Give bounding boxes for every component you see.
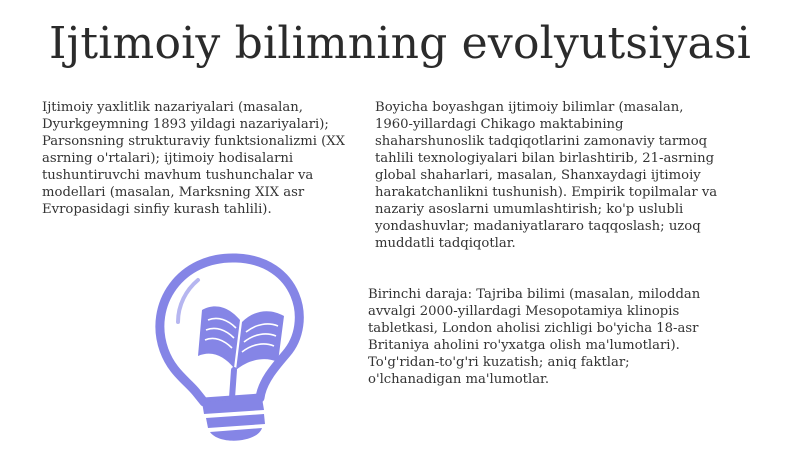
theory-paragraph: Ijtimoiy yaxlitlik nazariyalari (masalan, Dyurkgeymning 1893 yildagi nazariyalari); Parsonsning strukturaviy funktsionalizmi (XX asrning o'rtalari); ijtimoiy hodisalarni tushuntiruvchi mavhum tushunchalar va modellari (masalan, Marksning XIX asr Evropasidagi sinfiy kurash tahlili). (42, 100, 346, 217)
first-level-paragraph: Birinchi daraja: Tajriba bilimi (masalan, miloddan avvalgi 2000-yillardagi Mesopotamiya klinopis tabletkasi, London aholisi zichligi bo'yicha 18-asr Britaniya aholini ro'yxatga olish ma'lumotlari). To'g'ridan-to'g'ri kuzatish; aniq faktlar; o'lchanadigan ma'lumotlar. (368, 287, 701, 387)
slide-title: Ijtimoiy bilimning evolyutsiyasi (48, 18, 752, 69)
integrated-knowledge-paragraph: Boyicha boyashgan ijtimoiy bilimlar (masalan, 1960-yillardagi Chikago maktabining shaharshunoslik tadqiqotlarini zamonaviy tarmoq tahlili texnologiyalari bilan birlashtirib, 21-asrning global shaharlari, masalan, Shanxaydagi ijtimoiy harakatchanlikni tushunish). Empirik topilmalar va nazariy asoslarni umumlashtirish; ko'p uslubli yondashuvlar; madaniyatlararo taqqoslash; uzoq muddatli tadqiqotlar. (375, 100, 718, 251)
lightbulb-with-book-icon (138, 250, 348, 450)
